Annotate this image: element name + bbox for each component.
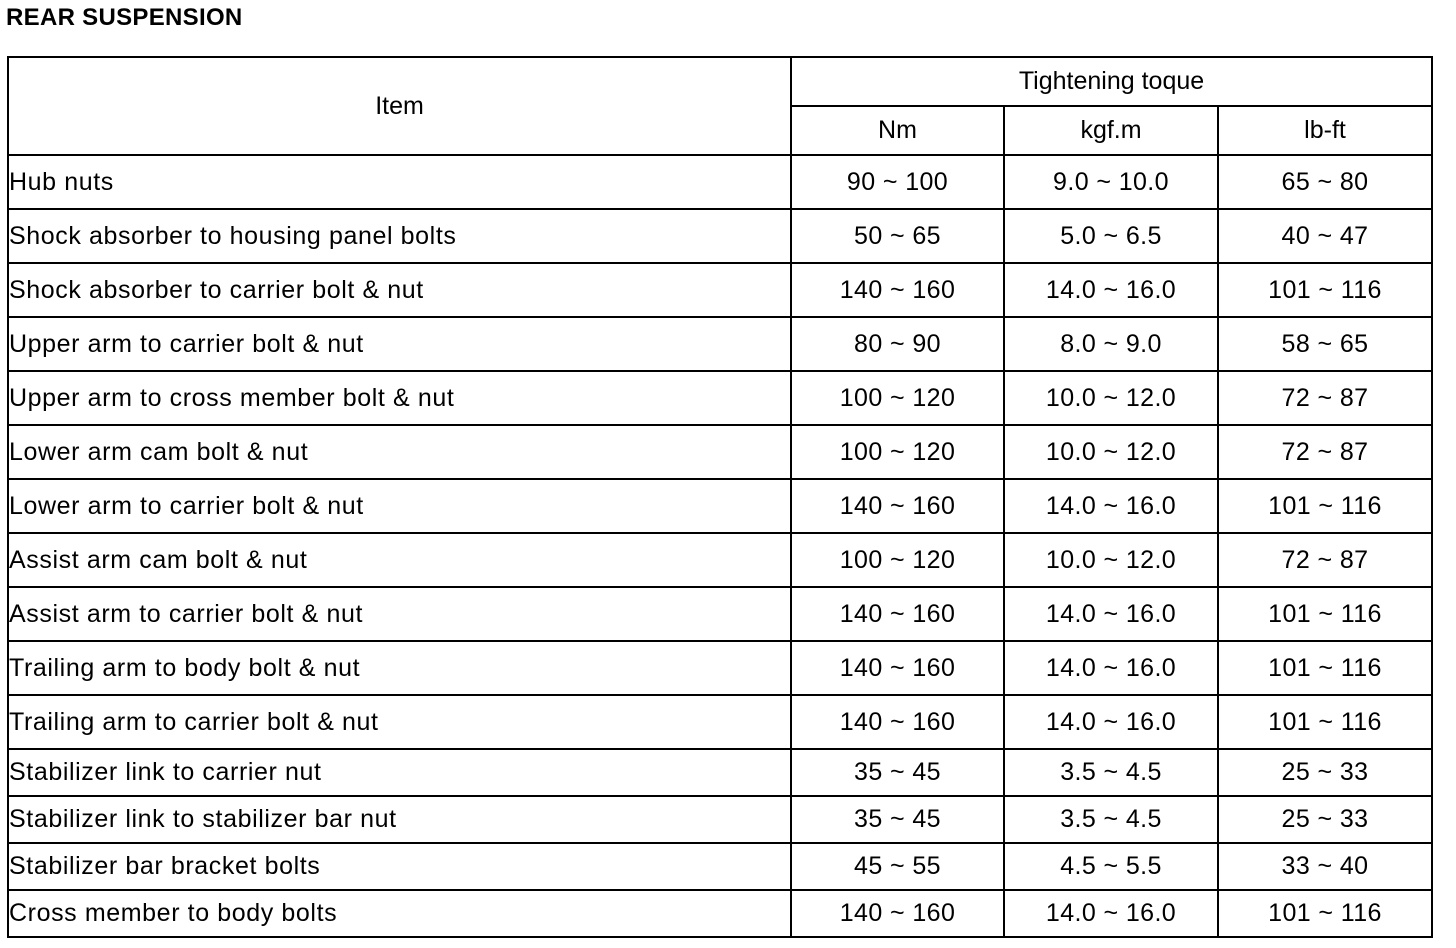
- table-row: [8, 843, 1432, 890]
- table-row: [8, 317, 1432, 371]
- item-cell: Shock absorber to housing panel bolts: [8, 209, 791, 263]
- nm-cell: 45 ~ 55: [791, 843, 1004, 890]
- table-row: [8, 425, 1432, 479]
- item-cell: Cross member to body bolts: [8, 890, 791, 937]
- section-title: REAR SUSPENSION: [6, 4, 243, 31]
- nm-cell: 140 ~ 160: [791, 641, 1004, 695]
- table-row: [8, 263, 1432, 317]
- kgfm-cell: 4.5 ~ 5.5: [1004, 843, 1218, 890]
- nm-cell: 140 ~ 160: [791, 479, 1004, 533]
- nm-cell: 140 ~ 160: [791, 587, 1004, 641]
- kgfm-cell: 10.0 ~ 12.0: [1004, 425, 1218, 479]
- lbft-cell: 72 ~ 87: [1218, 533, 1432, 587]
- item-cell: Lower arm cam bolt & nut: [8, 425, 791, 479]
- lbft-cell: 72 ~ 87: [1218, 425, 1432, 479]
- nm-cell: 140 ~ 160: [791, 890, 1004, 937]
- item-cell: Shock absorber to carrier bolt & nut: [8, 263, 791, 317]
- kgfm-cell: 8.0 ~ 9.0: [1004, 317, 1218, 371]
- kgfm-cell: 14.0 ~ 16.0: [1004, 479, 1218, 533]
- table-row: [8, 890, 1432, 937]
- lbft-cell: 72 ~ 87: [1218, 371, 1432, 425]
- table-row: [8, 209, 1432, 263]
- header-unit-nm: Nm: [791, 106, 1004, 155]
- item-cell: Assist arm cam bolt & nut: [8, 533, 791, 587]
- nm-cell: 35 ~ 45: [791, 749, 1004, 796]
- lbft-cell: 101 ~ 116: [1218, 479, 1432, 533]
- kgfm-cell: 14.0 ~ 16.0: [1004, 890, 1218, 937]
- item-cell: Upper arm to carrier bolt & nut: [8, 317, 791, 371]
- item-cell: Stabilizer link to carrier nut: [8, 749, 791, 796]
- item-cell: Assist arm to carrier bolt & nut: [8, 587, 791, 641]
- kgfm-cell: 10.0 ~ 12.0: [1004, 371, 1218, 425]
- nm-cell: 80 ~ 90: [791, 317, 1004, 371]
- lbft-cell: 101 ~ 116: [1218, 641, 1432, 695]
- nm-cell: 90 ~ 100: [791, 155, 1004, 209]
- kgfm-cell: 10.0 ~ 12.0: [1004, 533, 1218, 587]
- lbft-cell: 25 ~ 33: [1218, 796, 1432, 843]
- lbft-cell: 33 ~ 40: [1218, 843, 1432, 890]
- item-cell: Stabilizer link to stabilizer bar nut: [8, 796, 791, 843]
- item-cell: Hub nuts: [8, 155, 791, 209]
- item-cell: Stabilizer bar bracket bolts: [8, 843, 791, 890]
- lbft-cell: 58 ~ 65: [1218, 317, 1432, 371]
- item-cell: Trailing arm to carrier bolt & nut: [8, 695, 791, 749]
- lbft-cell: 65 ~ 80: [1218, 155, 1432, 209]
- lbft-cell: 40 ~ 47: [1218, 209, 1432, 263]
- nm-cell: 50 ~ 65: [791, 209, 1004, 263]
- nm-cell: 140 ~ 160: [791, 263, 1004, 317]
- header-unit-kgfm: kgf.m: [1004, 106, 1218, 155]
- lbft-cell: 101 ~ 116: [1218, 695, 1432, 749]
- kgfm-cell: 14.0 ~ 16.0: [1004, 587, 1218, 641]
- table-row: [8, 749, 1432, 796]
- table-row: [8, 155, 1432, 209]
- header-tightening-torque: Tightening toque: [791, 57, 1432, 106]
- table-row: [8, 371, 1432, 425]
- lbft-cell: 101 ~ 116: [1218, 263, 1432, 317]
- header-unit-lbft: lb-ft: [1218, 106, 1432, 155]
- kgfm-cell: 14.0 ~ 16.0: [1004, 695, 1218, 749]
- torque-spec-table: [7, 56, 1433, 938]
- item-cell: Upper arm to cross member bolt & nut: [8, 371, 791, 425]
- table-row: [8, 533, 1432, 587]
- table-row: [8, 695, 1432, 749]
- lbft-cell: 25 ~ 33: [1218, 749, 1432, 796]
- header-item: Item: [8, 57, 791, 155]
- kgfm-cell: 9.0 ~ 10.0: [1004, 155, 1218, 209]
- table-row: [8, 641, 1432, 695]
- table-body: [8, 155, 1432, 937]
- lbft-cell: 101 ~ 116: [1218, 890, 1432, 937]
- nm-cell: 140 ~ 160: [791, 695, 1004, 749]
- kgfm-cell: 14.0 ~ 16.0: [1004, 641, 1218, 695]
- kgfm-cell: 3.5 ~ 4.5: [1004, 749, 1218, 796]
- kgfm-cell: 14.0 ~ 16.0: [1004, 263, 1218, 317]
- nm-cell: 100 ~ 120: [791, 425, 1004, 479]
- kgfm-cell: 5.0 ~ 6.5: [1004, 209, 1218, 263]
- table-row: [8, 796, 1432, 843]
- nm-cell: 35 ~ 45: [791, 796, 1004, 843]
- item-cell: Lower arm to carrier bolt & nut: [8, 479, 791, 533]
- kgfm-cell: 3.5 ~ 4.5: [1004, 796, 1218, 843]
- table-row: [8, 479, 1432, 533]
- nm-cell: 100 ~ 120: [791, 533, 1004, 587]
- nm-cell: 100 ~ 120: [791, 371, 1004, 425]
- table-row: [8, 587, 1432, 641]
- lbft-cell: 101 ~ 116: [1218, 587, 1432, 641]
- item-cell: Trailing arm to body bolt & nut: [8, 641, 791, 695]
